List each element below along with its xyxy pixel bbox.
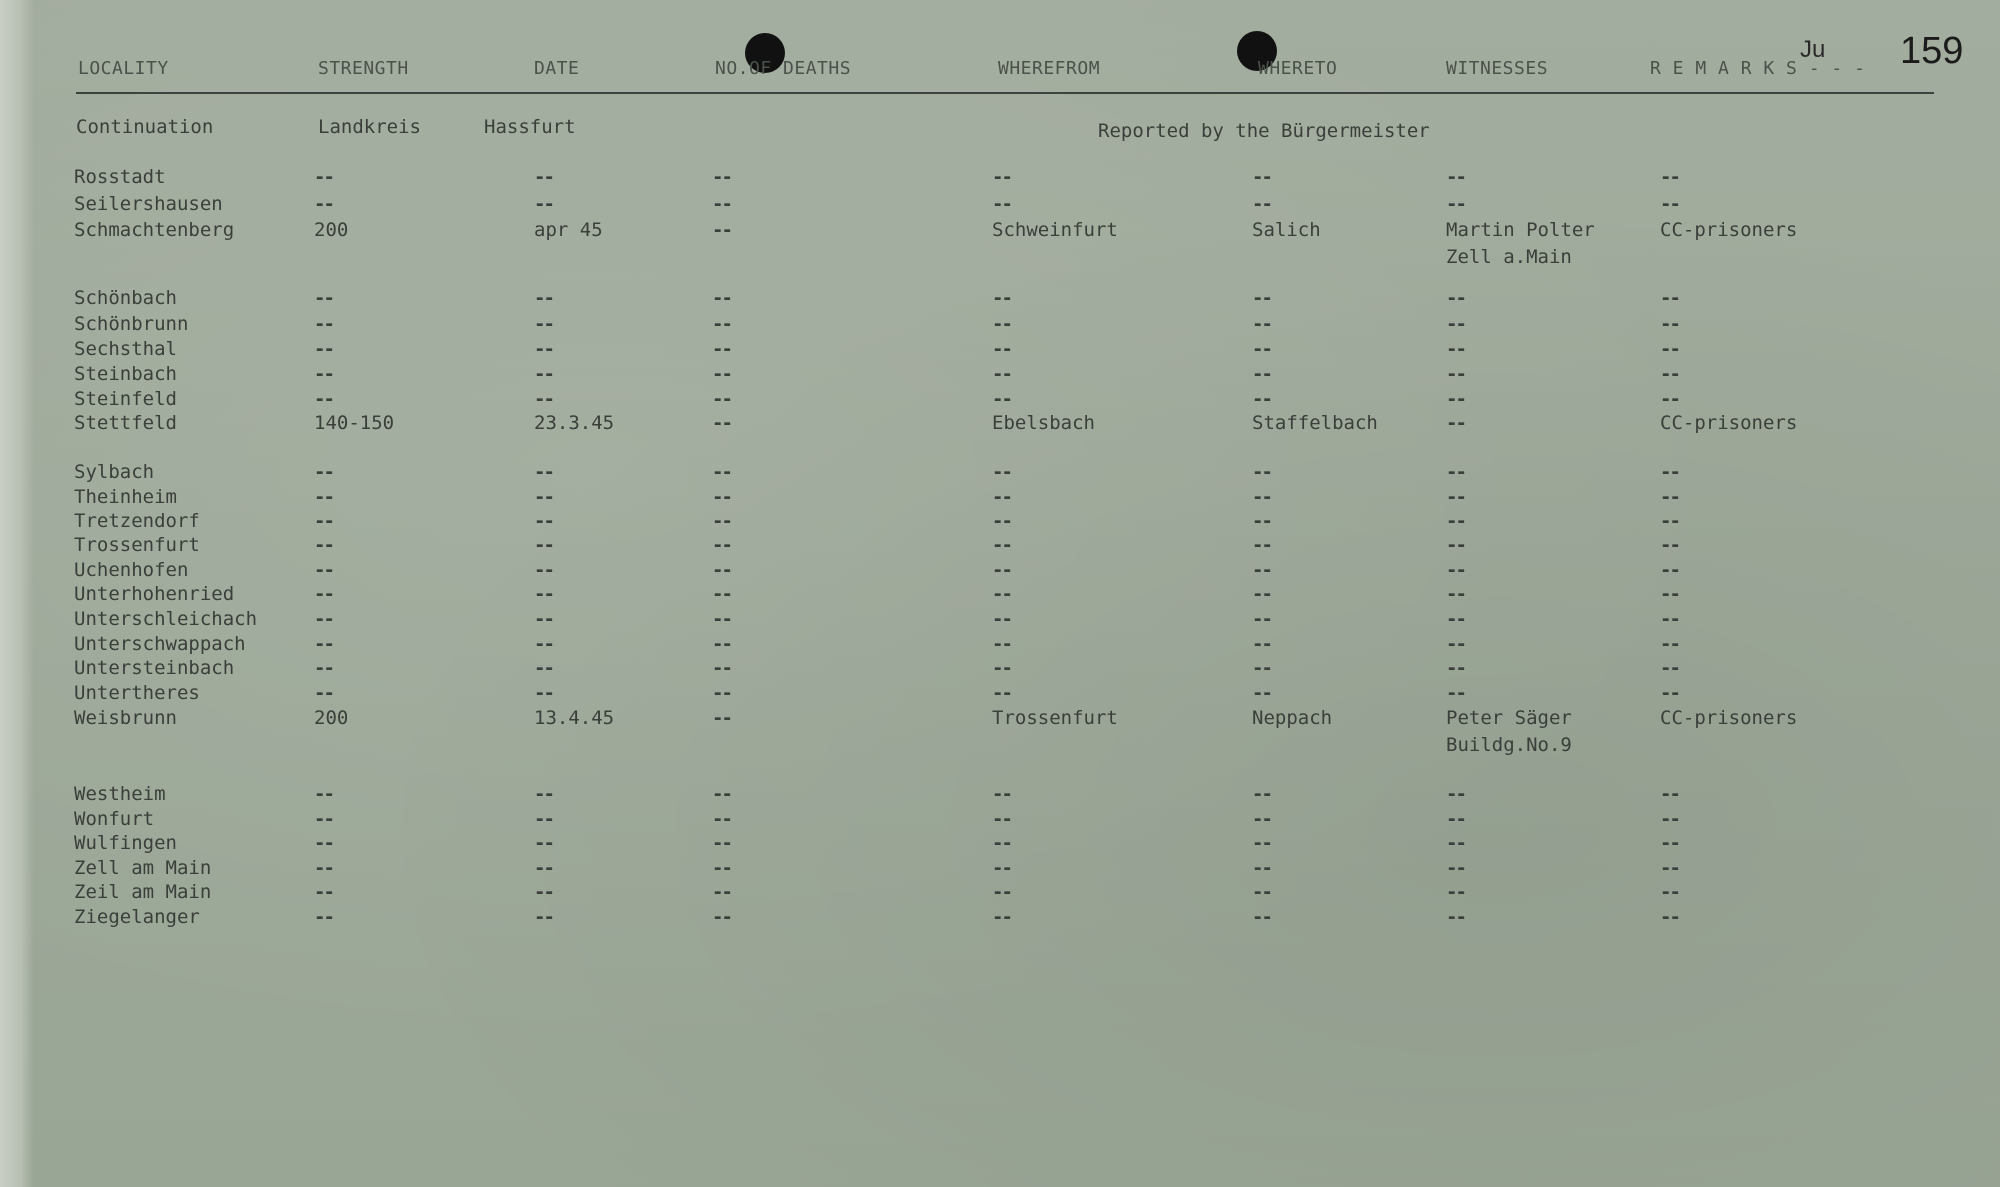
remarks-cell: -- <box>1660 486 1679 508</box>
remarks-cell: -- <box>1660 608 1679 630</box>
whereto-cell: Neppach <box>1252 707 1333 729</box>
date-cell: -- <box>534 338 553 360</box>
whereto-cell: -- <box>1252 510 1271 532</box>
wherefrom-cell: -- <box>992 486 1011 508</box>
remarks-cell: -- <box>1660 313 1679 335</box>
remarks-cell: CC-prisoners <box>1660 707 1798 729</box>
strength-cell: -- <box>314 857 333 879</box>
witnesses-cell: -- <box>1446 906 1465 928</box>
witnesses-cell: -- <box>1446 808 1465 830</box>
witnesses-cell: -- <box>1446 783 1465 805</box>
whereto-cell: -- <box>1252 363 1271 385</box>
wherefrom-cell: -- <box>992 906 1011 928</box>
whereto-cell: -- <box>1252 608 1271 630</box>
whereto-cell: -- <box>1252 559 1271 581</box>
remarks-cell: -- <box>1660 857 1679 879</box>
remarks-cell: -- <box>1660 388 1679 410</box>
wherefrom-cell: -- <box>992 808 1011 830</box>
whereto-cell: -- <box>1252 906 1271 928</box>
date-cell: -- <box>534 486 553 508</box>
witnesses-cell: -- <box>1446 313 1465 335</box>
whereto-cell: -- <box>1252 633 1271 655</box>
witnesses-cell: -- <box>1446 510 1465 532</box>
locality-cell: Schönbrunn <box>74 313 189 335</box>
witnesses-cell: -- <box>1446 486 1465 508</box>
locality-cell: Sylbach <box>74 461 155 483</box>
locality-cell: Trossenfurt <box>74 534 200 556</box>
whereto-cell: Salich <box>1252 219 1321 241</box>
deaths-cell: -- <box>712 808 731 830</box>
wherefrom-cell: -- <box>992 287 1011 309</box>
remarks-cell: -- <box>1660 338 1679 360</box>
locality-cell: Sechsthal <box>74 338 177 360</box>
strength-cell: -- <box>314 313 333 335</box>
strength-cell: 140-150 <box>314 412 395 434</box>
header-remarks: R E M A R K S - - - <box>1650 58 1866 79</box>
remarks-cell: -- <box>1660 633 1679 655</box>
strength-cell: -- <box>314 881 333 903</box>
witnesses-cell: -- <box>1446 461 1465 483</box>
witnesses-cell: -- <box>1446 657 1465 679</box>
deaths-cell: -- <box>712 388 731 410</box>
strength-cell: -- <box>314 287 333 309</box>
strength-cell: -- <box>314 783 333 805</box>
date-cell: -- <box>534 559 553 581</box>
date-cell: -- <box>534 583 553 605</box>
wherefrom-cell: -- <box>992 363 1011 385</box>
strength-cell: -- <box>314 166 333 188</box>
deaths-cell: -- <box>712 783 731 805</box>
locality-cell: Ziegelanger <box>74 906 200 928</box>
deaths-cell: -- <box>712 832 731 854</box>
wherefrom-cell: -- <box>992 657 1011 679</box>
wherefrom-cell: Schweinfurt <box>992 219 1118 241</box>
remarks-cell: -- <box>1660 534 1679 556</box>
deaths-cell: -- <box>712 219 731 241</box>
date-cell: -- <box>534 857 553 879</box>
witnesses-cell: -- <box>1446 166 1465 188</box>
wherefrom-cell: -- <box>992 857 1011 879</box>
locality-cell: Theinheim <box>74 486 177 508</box>
remarks-cell: -- <box>1660 682 1679 704</box>
strength-cell: -- <box>314 633 333 655</box>
whereto-cell: -- <box>1252 193 1271 215</box>
header-date: DATE <box>534 58 580 79</box>
locality-cell: Schmachtenberg <box>74 219 235 241</box>
remarks-cell: -- <box>1660 510 1679 532</box>
continuation-district: Hassfurt <box>484 116 576 138</box>
witnesses-cell: -- <box>1446 633 1465 655</box>
wherefrom-cell: -- <box>992 633 1011 655</box>
whereto-cell: -- <box>1252 486 1271 508</box>
wherefrom-cell: -- <box>992 461 1011 483</box>
strength-cell: -- <box>314 461 333 483</box>
whereto-cell: -- <box>1252 166 1271 188</box>
deaths-cell: -- <box>712 583 731 605</box>
locality-cell: Unterschwappach <box>74 633 246 655</box>
locality-cell: Wonfurt <box>74 808 155 830</box>
strength-cell: -- <box>314 534 333 556</box>
locality-cell: Untersteinbach <box>74 657 235 679</box>
locality-cell: Weisbrunn <box>74 707 177 729</box>
wherefrom-cell: Trossenfurt <box>992 707 1118 729</box>
locality-cell: Steinfeld <box>74 388 177 410</box>
witnesses-cell: -- <box>1446 338 1465 360</box>
strength-cell: -- <box>314 832 333 854</box>
deaths-cell: -- <box>712 486 731 508</box>
deaths-cell: -- <box>712 338 731 360</box>
header-deaths: NO.OF DEATHS <box>715 58 852 79</box>
strength-cell: 200 <box>314 219 349 241</box>
remarks-cell: -- <box>1660 461 1679 483</box>
continuation-label: Continuation <box>76 116 214 138</box>
wherefrom-cell: -- <box>992 608 1011 630</box>
witnesses-cell: -- <box>1446 412 1465 434</box>
wherefrom-cell: -- <box>992 388 1011 410</box>
deaths-cell: -- <box>712 559 731 581</box>
locality-cell: Stettfeld <box>74 412 177 434</box>
deaths-cell: -- <box>712 682 731 704</box>
date-cell: -- <box>534 510 553 532</box>
whereto-cell: -- <box>1252 534 1271 556</box>
wherefrom-cell: -- <box>992 166 1011 188</box>
date-cell: -- <box>534 166 553 188</box>
date-cell: -- <box>534 388 553 410</box>
locality-cell: Tretzendorf <box>74 510 200 532</box>
deaths-cell: -- <box>712 313 731 335</box>
remarks-cell: CC-prisoners <box>1660 412 1798 434</box>
deaths-cell: -- <box>712 707 731 729</box>
page-number: 159 <box>1900 30 1964 72</box>
whereto-cell: -- <box>1252 657 1271 679</box>
witnesses-cell: -- <box>1446 857 1465 879</box>
date-cell: -- <box>534 657 553 679</box>
whereto-cell: -- <box>1252 808 1271 830</box>
locality-cell: Steinbach <box>74 363 177 385</box>
deaths-cell: -- <box>712 857 731 879</box>
date-cell: 13.4.45 <box>534 707 615 729</box>
deaths-cell: -- <box>712 166 731 188</box>
strength-cell: -- <box>314 682 333 704</box>
wherefrom-cell: -- <box>992 313 1011 335</box>
deaths-cell: -- <box>712 193 731 215</box>
witnesses-cell: -- <box>1446 287 1465 309</box>
locality-cell: Seilershausen <box>74 193 223 215</box>
deaths-cell: -- <box>712 287 731 309</box>
whereto-cell: -- <box>1252 583 1271 605</box>
witnesses-cell: Martin Polter <box>1446 219 1595 241</box>
date-cell: -- <box>534 313 553 335</box>
locality-cell: Schönbach <box>74 287 177 309</box>
witnesses-cell: -- <box>1446 193 1465 215</box>
date-cell: -- <box>534 461 553 483</box>
remarks-cell: -- <box>1660 881 1679 903</box>
continuation-landkreis: Landkreis <box>318 116 421 138</box>
top-mark: Ju <box>1800 36 1826 63</box>
header-whereto: WHERETO <box>1258 58 1338 79</box>
deaths-cell: -- <box>712 906 731 928</box>
strength-cell: -- <box>314 338 333 360</box>
whereto-cell: -- <box>1252 338 1271 360</box>
date-cell: -- <box>534 682 553 704</box>
locality-cell: Unterhohenried <box>74 583 235 605</box>
deaths-cell: -- <box>712 412 731 434</box>
wherefrom-cell: -- <box>992 338 1011 360</box>
whereto-cell: -- <box>1252 461 1271 483</box>
remarks-cell: -- <box>1660 783 1679 805</box>
remarks-cell: -- <box>1660 657 1679 679</box>
date-cell: -- <box>534 534 553 556</box>
remarks-cell: CC-prisoners <box>1660 219 1798 241</box>
wherefrom-cell: Ebelsbach <box>992 412 1095 434</box>
date-cell: -- <box>534 832 553 854</box>
whereto-cell: -- <box>1252 783 1271 805</box>
strength-cell: -- <box>314 608 333 630</box>
date-cell: apr 45 <box>534 219 603 241</box>
wherefrom-cell: -- <box>992 583 1011 605</box>
strength-cell: -- <box>314 559 333 581</box>
deaths-cell: -- <box>712 608 731 630</box>
strength-cell: 200 <box>314 707 349 729</box>
wherefrom-cell: -- <box>992 559 1011 581</box>
date-cell: -- <box>534 363 553 385</box>
whereto-cell: -- <box>1252 857 1271 879</box>
whereto-cell: -- <box>1252 832 1271 854</box>
header-witnesses: WITNESSES <box>1446 58 1549 79</box>
witnesses-cell: -- <box>1446 832 1465 854</box>
remarks-cell: -- <box>1660 906 1679 928</box>
strength-cell: -- <box>314 363 333 385</box>
locality-cell: Zell am Main <box>74 857 212 879</box>
strength-cell: -- <box>314 657 333 679</box>
wherefrom-cell: -- <box>992 783 1011 805</box>
wherefrom-cell: -- <box>992 534 1011 556</box>
remarks-cell: -- <box>1660 287 1679 309</box>
whereto-cell: -- <box>1252 682 1271 704</box>
strength-cell: -- <box>314 388 333 410</box>
date-cell: 23.3.45 <box>534 412 615 434</box>
remarks-cell: -- <box>1660 832 1679 854</box>
date-cell: -- <box>534 906 553 928</box>
paper-left-edge <box>0 0 34 1187</box>
locality-cell: Westheim <box>74 783 166 805</box>
deaths-cell: -- <box>712 534 731 556</box>
whereto-cell: -- <box>1252 313 1271 335</box>
strength-cell: -- <box>314 808 333 830</box>
whereto-cell: Staffelbach <box>1252 412 1378 434</box>
wherefrom-cell: -- <box>992 193 1011 215</box>
witnesses-cell: -- <box>1446 534 1465 556</box>
remarks-cell: -- <box>1660 363 1679 385</box>
header-strength: STRENGTH <box>318 58 409 79</box>
locality-cell: Untertheres <box>74 682 200 704</box>
locality-cell: Uchenhofen <box>74 559 189 581</box>
locality-cell: Unterschleichach <box>74 608 258 630</box>
witnesses-cell: -- <box>1446 881 1465 903</box>
date-cell: -- <box>534 193 553 215</box>
remarks-cell: -- <box>1660 559 1679 581</box>
witnesses-cell: -- <box>1446 363 1465 385</box>
header-locality: LOCALITY <box>78 58 169 79</box>
remarks-cell: -- <box>1660 193 1679 215</box>
deaths-cell: -- <box>712 881 731 903</box>
header-wherefrom: WHEREFROM <box>998 58 1101 79</box>
header-rule <box>76 92 1934 94</box>
witnesses-address-cell: Buildg.No.9 <box>1446 734 1572 756</box>
date-cell: -- <box>534 608 553 630</box>
strength-cell: -- <box>314 510 333 532</box>
wherefrom-cell: -- <box>992 510 1011 532</box>
date-cell: -- <box>534 808 553 830</box>
strength-cell: -- <box>314 193 333 215</box>
witnesses-cell: -- <box>1446 559 1465 581</box>
witnesses-cell: -- <box>1446 583 1465 605</box>
remarks-cell: -- <box>1660 808 1679 830</box>
remarks-cell: -- <box>1660 583 1679 605</box>
strength-cell: -- <box>314 486 333 508</box>
date-cell: -- <box>534 783 553 805</box>
whereto-cell: -- <box>1252 881 1271 903</box>
locality-cell: Rosstadt <box>74 166 166 188</box>
date-cell: -- <box>534 633 553 655</box>
locality-cell: Zeil am Main <box>74 881 212 903</box>
deaths-cell: -- <box>712 633 731 655</box>
strength-cell: -- <box>314 583 333 605</box>
witnesses-cell: -- <box>1446 388 1465 410</box>
witnesses-cell: Peter Säger <box>1446 707 1572 729</box>
wherefrom-cell: -- <box>992 832 1011 854</box>
locality-cell: Wulfingen <box>74 832 177 854</box>
continuation-reported-by: Reported by the Bürgermeister <box>1098 120 1430 142</box>
whereto-cell: -- <box>1252 388 1271 410</box>
witnesses-cell: -- <box>1446 682 1465 704</box>
date-cell: -- <box>534 287 553 309</box>
wherefrom-cell: -- <box>992 682 1011 704</box>
date-cell: -- <box>534 881 553 903</box>
remarks-cell: -- <box>1660 166 1679 188</box>
wherefrom-cell: -- <box>992 881 1011 903</box>
whereto-cell: -- <box>1252 287 1271 309</box>
deaths-cell: -- <box>712 461 731 483</box>
witnesses-cell: -- <box>1446 608 1465 630</box>
deaths-cell: -- <box>712 510 731 532</box>
deaths-cell: -- <box>712 657 731 679</box>
strength-cell: -- <box>314 906 333 928</box>
deaths-cell: -- <box>712 363 731 385</box>
witnesses-address-cell: Zell a.Main <box>1446 246 1572 268</box>
